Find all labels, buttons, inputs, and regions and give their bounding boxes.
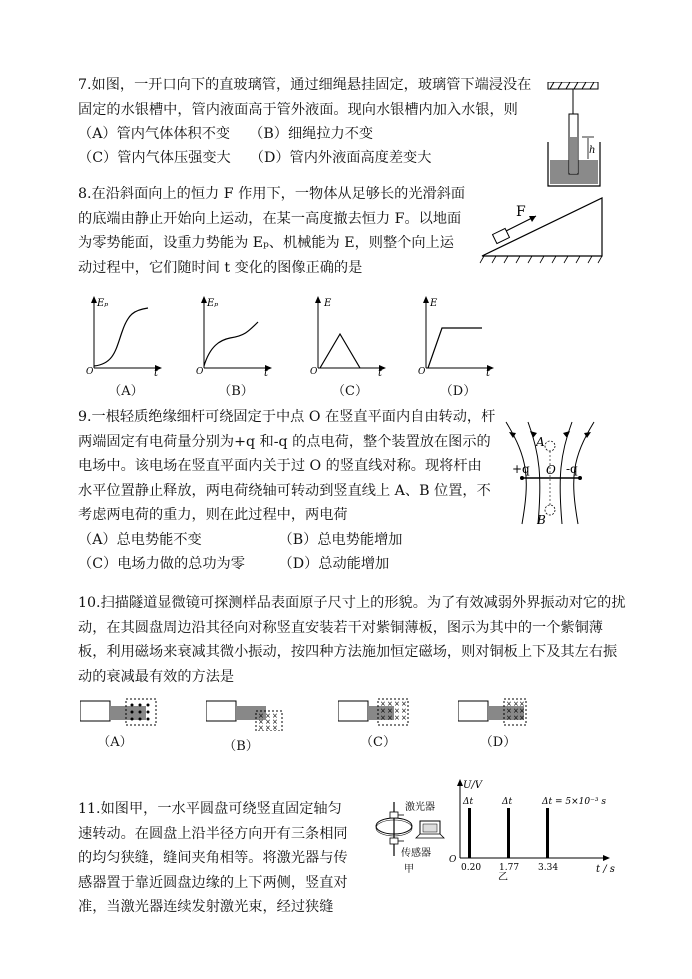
q8-d-origin: O xyxy=(418,367,426,376)
svg-text:×: × xyxy=(394,714,400,722)
svg-text:×: × xyxy=(506,714,512,722)
svg-text:×: × xyxy=(272,718,278,726)
q7-options-row2 xyxy=(78,146,431,170)
svg-text:×: × xyxy=(272,712,278,720)
q11-tick-1: 0.20 xyxy=(461,863,482,873)
svg-text:×: × xyxy=(401,700,407,708)
svg-text:×: × xyxy=(519,714,525,722)
q11-laser-label: 激光器 xyxy=(405,802,435,813)
question-9 xyxy=(78,405,495,528)
q11-line-1: 11.如图甲，一水平圆盘可绕竖直固定轴匀 xyxy=(78,801,342,817)
svg-text:×: × xyxy=(387,700,393,708)
q10-option-c-figure xyxy=(338,697,434,750)
q9-line-4: 水平位置静止释放，两电荷绕轴可转动到竖直线上 A、B 位置，不 xyxy=(78,482,491,499)
q8-a-ylabel: Eₚ xyxy=(97,298,109,309)
q9-line-1: 9.一根轻质绝缘细杆可绕固定于中点 O 在竖直平面内自由转动，杆 xyxy=(78,409,496,425)
q11-dt-label-2: Δt xyxy=(502,797,513,807)
q11-yi-caption: 乙 xyxy=(498,872,508,880)
svg-text:×: × xyxy=(513,700,519,708)
q8-a-origin: O xyxy=(86,367,94,376)
svg-text:×: × xyxy=(380,707,386,715)
q8-graph-a xyxy=(86,294,166,399)
q8-d-caption: （D） xyxy=(439,384,477,399)
svg-text:×: × xyxy=(506,700,512,708)
q9-line-3: 电场中。该电场在竖直平面内关于过 O 的竖直线对称。现将杆由 xyxy=(78,458,482,474)
q10-line-1: 10.扫描隧道显微镜可探测样品表面原子尺寸上的形貌。为了有效减弱外界振动对它的扰 xyxy=(78,595,626,611)
q9-option-c: （C）电场力做的总功为零 xyxy=(78,556,245,572)
q11-line-5: 准，当激光器连续发射激光束，经过狭缝 xyxy=(78,899,334,915)
svg-text:×: × xyxy=(519,700,525,708)
question-10 xyxy=(78,591,626,689)
svg-text:×: × xyxy=(380,700,386,708)
q11-sensor-label: 传感器 xyxy=(401,848,431,859)
q8-b-ylabel: Eₚ xyxy=(207,298,219,309)
svg-text:×: × xyxy=(519,707,525,715)
svg-text:×: × xyxy=(258,718,264,726)
q9-label-a: A xyxy=(536,435,545,449)
q11-yi-origin: O xyxy=(449,855,457,865)
svg-text:×: × xyxy=(394,707,400,715)
q10-option-d-figure xyxy=(458,697,554,750)
q11-pulse-1 xyxy=(468,808,471,858)
q9-options-row2 xyxy=(78,552,389,576)
q11-dt-label-1: Δt xyxy=(463,797,474,807)
q9-label-b: B xyxy=(537,513,546,527)
q11-dt-note: Δt = 5×10⁻³ s xyxy=(542,797,606,807)
q8-line-1: 8.在沿斜面向上的恒力 F 作用下，一物体从足够长的光滑斜面 xyxy=(78,186,466,202)
q8-c-origin: O xyxy=(310,367,318,376)
q7-options-row1 xyxy=(78,122,373,146)
svg-text:×: × xyxy=(394,700,400,708)
question-8 xyxy=(78,182,465,280)
q8-b-origin: O xyxy=(196,367,204,376)
svg-text:×: × xyxy=(265,712,271,720)
q10-caption-b: （B） xyxy=(223,739,259,754)
q8-d-ylabel: E xyxy=(430,298,438,309)
q11-pulse-3 xyxy=(546,808,549,858)
q8-a-xlabel: t xyxy=(154,368,159,376)
svg-text:×: × xyxy=(265,718,271,726)
question-11 xyxy=(78,797,348,920)
q8-figure-incline xyxy=(478,196,612,268)
q7-option-a: （A）管内气体体积不变 xyxy=(78,126,231,142)
q9-figure-field xyxy=(500,418,600,530)
q11-tick-3: 3.34 xyxy=(538,863,559,873)
svg-text:×: × xyxy=(506,707,512,715)
q9-line-2: 两端固定有电荷量分别为+q 和-q 的点电荷，整个装置放在图示的 xyxy=(78,433,491,450)
q7-option-b: （B）细绳拉力不变 xyxy=(249,126,374,142)
q8-c-caption: （C） xyxy=(332,384,368,399)
svg-text:×: × xyxy=(380,714,386,722)
q11-tick-2: 1.77 xyxy=(499,863,520,873)
svg-text:×: × xyxy=(387,707,393,715)
q9-options-row1 xyxy=(78,528,402,552)
q11-pulse-2 xyxy=(507,808,510,858)
q10-option-a-figure xyxy=(80,697,176,750)
svg-text:×: × xyxy=(272,724,278,731)
q8-line-4: 动过程中，它们随时间 t 变化的图像正确的是 xyxy=(78,259,363,276)
q11-jia-caption: 甲 xyxy=(404,864,414,875)
q8-b-xlabel: t xyxy=(264,368,269,376)
svg-text:×: × xyxy=(401,707,407,715)
q7-option-d: （D）管内外液面高度差变大 xyxy=(249,150,432,166)
q11-line-2: 速转动。在圆盘上沿半径方向开有三条相同 xyxy=(78,825,348,842)
svg-text:×: × xyxy=(513,707,519,715)
q8-line-2: 的底端由静止开始向上运动，在某一高度撤去恒力 F。以地面 xyxy=(78,210,462,227)
q9-label-minus-q: -q xyxy=(566,462,578,476)
q8-graph-b xyxy=(196,294,276,399)
q8-c-xlabel: t xyxy=(378,368,383,376)
q10-line-2: 动，在其圆盘周边沿其径向对称竖直安装若干对紫铜薄板，图示为其中的一个紫铜薄 xyxy=(78,619,603,636)
q7-line-2: 固定的水银槽中，管内液面高于管外液面。现向水银槽内加入水银，则 xyxy=(78,101,518,118)
q11-yi-ylabel: U/V xyxy=(463,780,483,791)
q11-line-4: 感器置于靠近圆盘边缘的上下两侧，竖直对 xyxy=(78,874,348,891)
q11-figure-yi-chart xyxy=(448,776,618,880)
svg-text:×: × xyxy=(258,724,264,731)
svg-text:×: × xyxy=(387,714,393,722)
q9-option-b: （B）总电势能增加 xyxy=(278,532,403,548)
q10-line-3: 板，利用磁场来衰减其微小振动，按四种方法施加恒定磁场，则对铜板上下及其左右振 xyxy=(78,644,618,660)
q8-force-label: F xyxy=(516,204,526,220)
q11-line-3: 的均匀狭缝，缝间夹角相等。将激光器与传 xyxy=(78,850,348,866)
q9-option-a: （A）总电势能不变 xyxy=(78,532,202,548)
q10-line-4: 动的衰减最有效的方法是 xyxy=(78,668,235,685)
q7-line-1: 7.如图，一开口向下的直玻璃管，通过细绳悬挂固定，玻璃管下端浸没在 xyxy=(78,77,532,93)
q8-a-caption: （A） xyxy=(108,384,144,399)
q9-label-plus-q: +q xyxy=(512,462,530,476)
question-7 xyxy=(78,73,531,122)
q11-yi-xlabel: t / s xyxy=(596,864,615,875)
q10-caption-d: （D） xyxy=(479,735,517,750)
q9-line-5: 考虑两电荷的重力，则在此过程中，两电荷 xyxy=(78,507,348,523)
q7-option-c: （C）管内气体压强变大 xyxy=(78,150,231,166)
q9-option-d: （D）总动能增加 xyxy=(278,556,390,572)
q11-figure-jia xyxy=(374,788,450,880)
q8-line-3: 为零势能面，设重力势能为 Eₚ、机械能为 E，则整个向上运 xyxy=(78,235,454,251)
q7-figure-mercury-trough xyxy=(538,82,608,190)
q7-h-label: h xyxy=(589,145,596,156)
q8-graph-d xyxy=(418,294,498,399)
svg-text:×: × xyxy=(258,712,264,720)
svg-text:×: × xyxy=(513,714,519,722)
svg-text:×: × xyxy=(265,724,271,731)
svg-text:×: × xyxy=(401,714,407,722)
q10-option-b-figure xyxy=(206,697,302,754)
q8-graph-c xyxy=(310,294,390,399)
q8-c-ylabel: E xyxy=(324,298,332,309)
q8-d-xlabel: t xyxy=(486,368,491,376)
q10-caption-c: （C） xyxy=(360,735,396,750)
q10-caption-a: （A） xyxy=(97,735,133,750)
q9-label-o: O xyxy=(546,463,556,477)
q8-b-caption: （B） xyxy=(218,384,254,399)
